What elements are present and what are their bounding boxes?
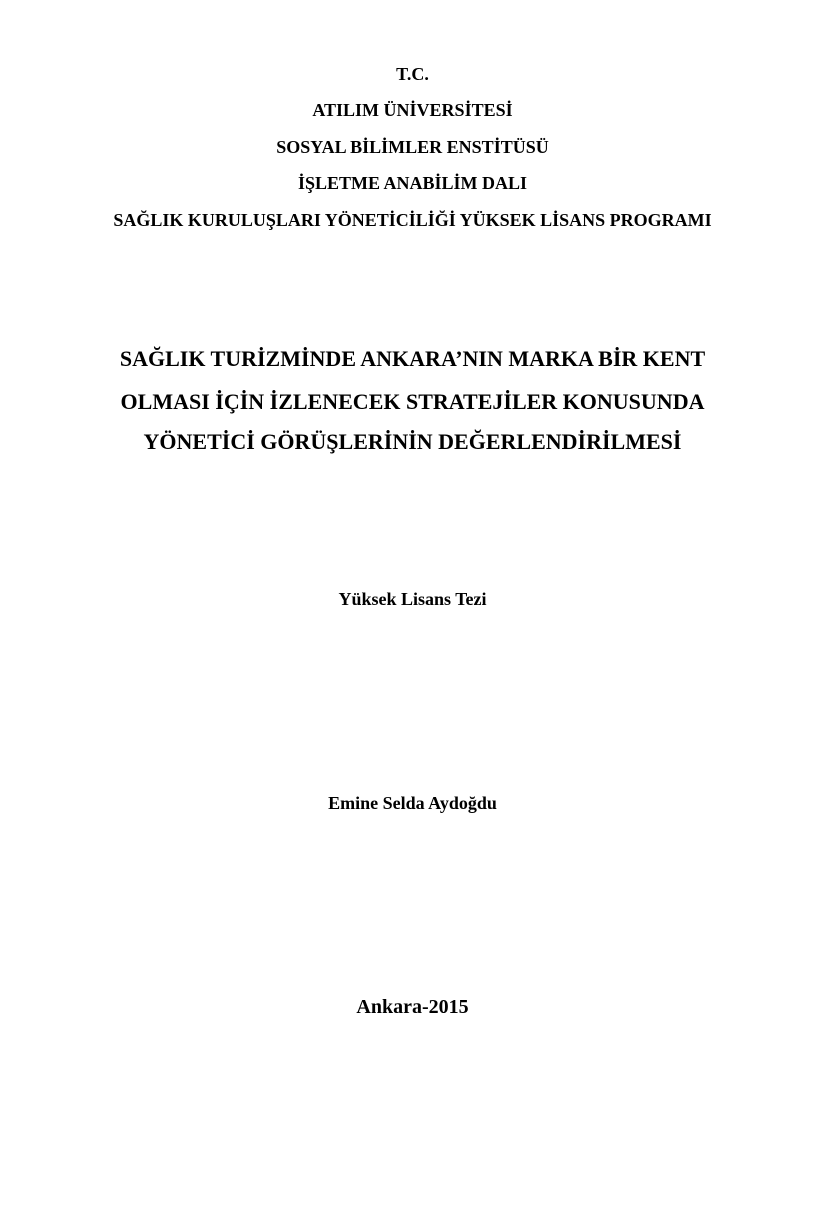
header-line-country: T.C. <box>396 64 429 84</box>
header-line-program: SAĞLIK KURULUŞLARI YÖNETİCİLİĞİ YÜKSEK LİSANS PROGRAMI <box>113 210 712 230</box>
header-line-department: İŞLETME ANABİLİM DALI <box>297 173 528 193</box>
place-year: Ankara-2015 <box>356 996 469 1018</box>
title-line-3: YÖNETİCİ GÖRÜŞLERİNİN DEĞERLENDİRİLMESİ <box>143 429 682 454</box>
header-line-institute: SOSYAL BİLİMLER ENSTİTÜSÜ <box>276 137 549 157</box>
thesis-type: Yüksek Lisans Tezi <box>338 589 487 609</box>
title-line-2: OLMASI İÇİN İZLENECEK STRATEJİLER KONUSUNDA <box>120 389 705 414</box>
author-name: Emine Selda Aydoğdu <box>328 793 497 813</box>
header-line-university: ATILIM ÜNİVERSİTESİ <box>312 100 513 120</box>
title-line-1: SAĞLIK TURİZMİNDE ANKARA’NIN MARKA BİR KENT <box>119 346 706 371</box>
